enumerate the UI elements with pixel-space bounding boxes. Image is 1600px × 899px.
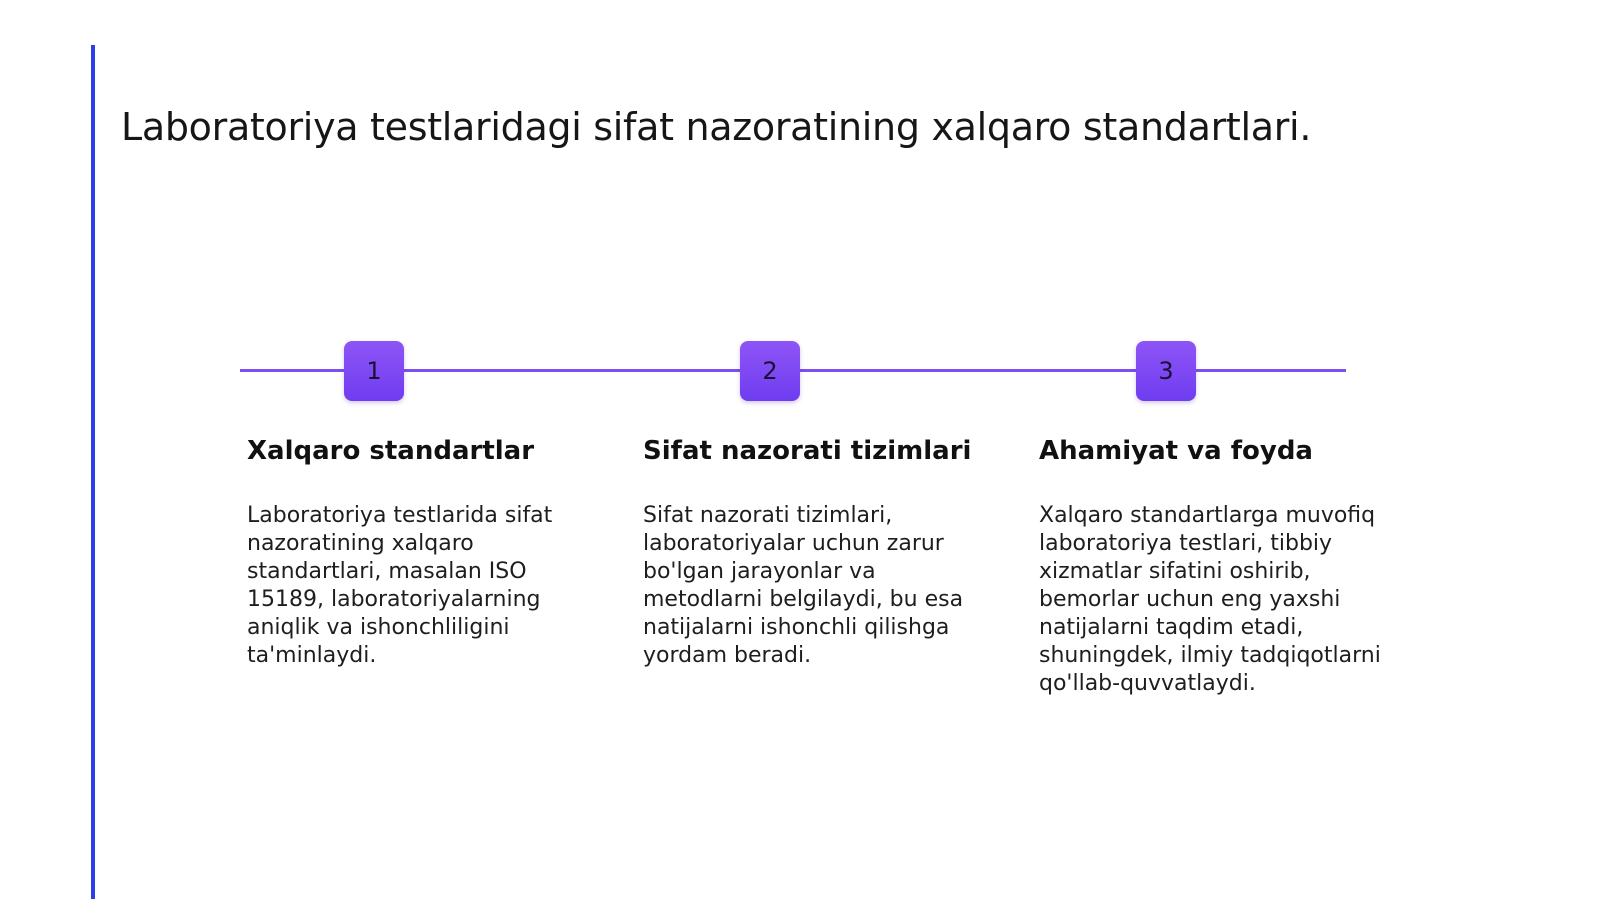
slide-title: Laboratoriya testlaridagi sifat nazoratining xalqaro standartlari. <box>121 105 1312 149</box>
accent-bar <box>91 45 95 899</box>
step-badge-1 <box>344 341 404 401</box>
step-description: Sifat nazorati tizimlari, laboratoriyalar uchun zarur bo'lgan jarayonlar va metodlarni belgilaydi, bu esa natijalarni ishonchli qilishga yordam beradi. <box>643 503 964 668</box>
step-heading: Sifat nazorati tizimlari <box>643 436 972 466</box>
step-description: Laboratoriya testlarida sifat nazoratining xalqaro standartlari, masalan ISO 15189, laboratoriyalarning aniqlik va ishonchliligini ta'minlaydi. <box>247 503 553 668</box>
step-number: 2 <box>762 357 778 385</box>
step-column-3 <box>1039 436 1389 698</box>
step-heading: Ahamiyat va foyda <box>1039 436 1313 466</box>
step-badge-3 <box>1136 341 1196 401</box>
step-badge-2 <box>740 341 800 401</box>
step-number: 3 <box>1158 357 1174 385</box>
step-description: Xalqaro standartlarga muvofiq laboratoriya testlari, tibbiy xizmatlar sifatini oshirib, bemorlar uchun eng yaxshi natijalarni taqdim etadi, shuningdek, ilmiy tadqiqotlarni qo'llab-quvvatlaydi. <box>1039 503 1381 696</box>
step-column-2 <box>643 436 993 670</box>
step-column-1 <box>247 436 597 670</box>
step-heading: Xalqaro standartlar <box>247 436 535 466</box>
step-number: 1 <box>366 357 382 385</box>
